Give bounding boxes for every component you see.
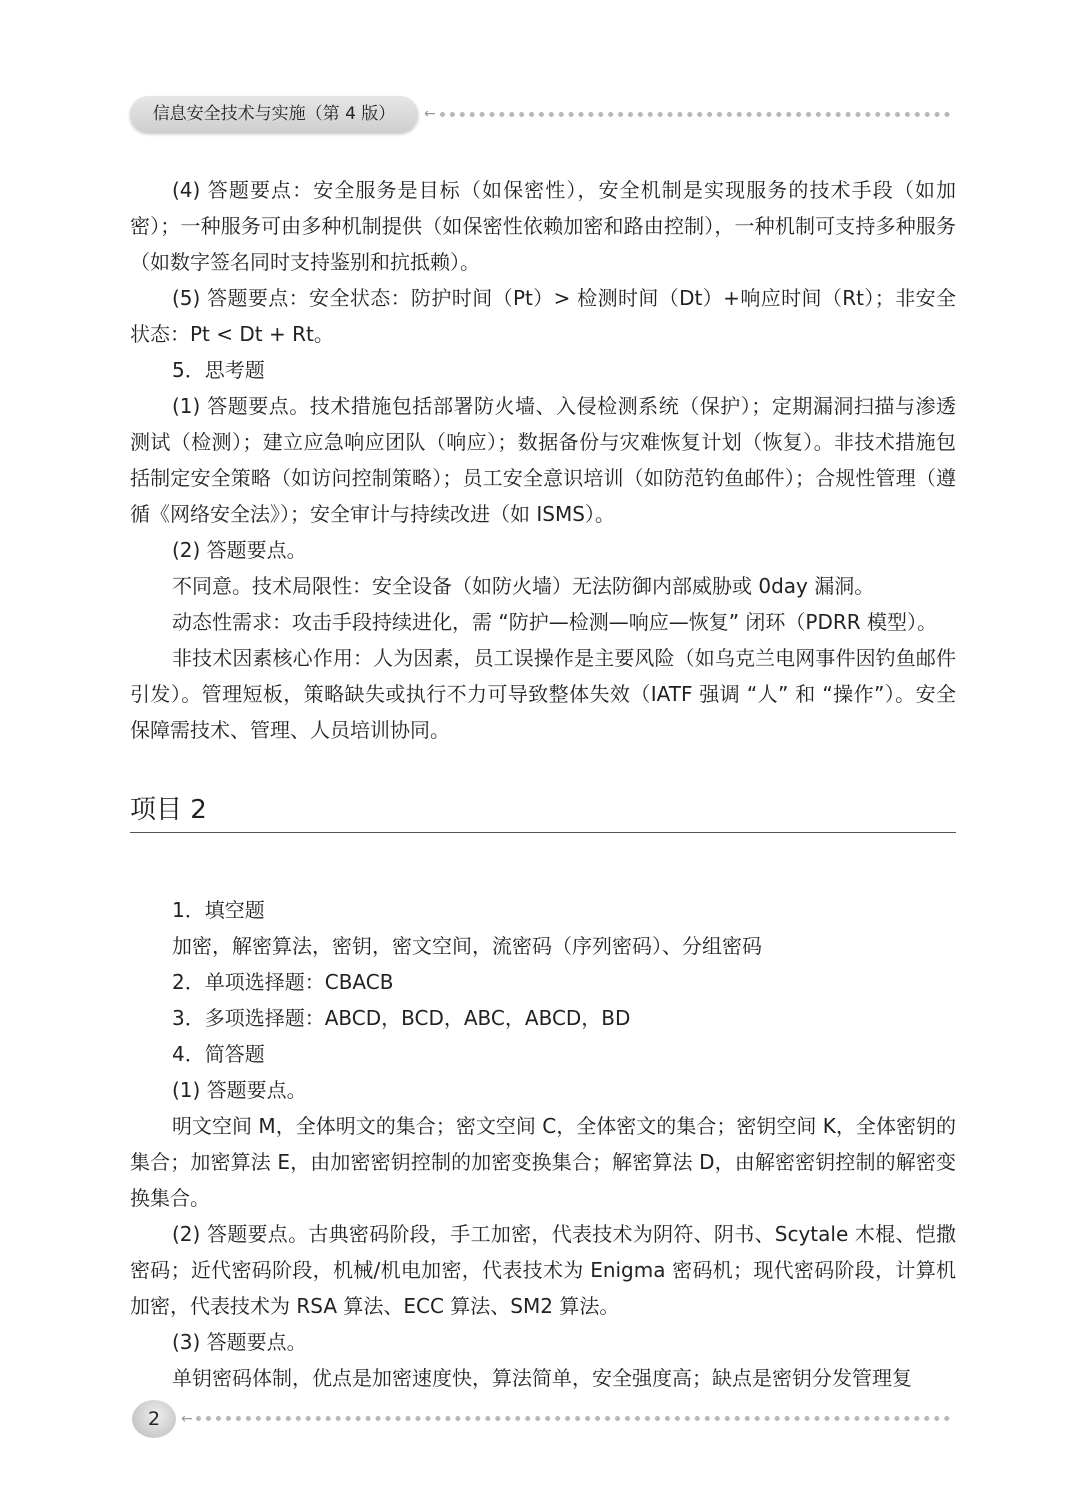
arrow-left-icon: ← (424, 106, 436, 122)
fill-blank-label: 1．填空题 (172, 898, 265, 922)
short-answer-2-paragraph: (2) 答题要点。古典密码阶段，手工加密，代表技术为阴符、阴书、Scytale 木棍、恺撒密码；近代密码阶段，机械/机电加密，代表技术为 Enigma 密码机；现代密码阶段，计算机加密，代表技术为 RSA 算法、ECC 算法、SM2 算法。 (130, 1222, 956, 1318)
page-body (130, 172, 956, 1396)
multiple-choice-answer: 3．多项选择题：ABCD，BCD，ABC，ABCD，BD (172, 1006, 631, 1030)
non-technical-paragraph: 非技术因素核心作用：人为因素，员工误操作是主要风险（如乌克兰电网事件因钓鱼邮件引发）。管理短板，策略缺失或执行不力可导致整体失效（IATF 强调 “人” 和 “操作”）。安全保障需技术、管理、人员培训协同。 (130, 646, 956, 742)
section-heading-block (130, 748, 956, 892)
page-number-badge: 2 (132, 1400, 176, 1438)
short-answer-3-paragraph: 单钥密码体制，优点是加密速度快，算法简单，安全强度高；缺点是密钥分发管理复 (172, 1366, 912, 1390)
dynamic-need-paragraph: 动态性需求：攻击手段持续进化，需 “防护—检测—响应—恢复” 闭环（PDRR 模型）。 (172, 610, 938, 634)
answer-4-paragraph: (4) 答题要点：安全服务是目标（如保密性），安全机制是实现服务的技术手段（如加密）；一种服务可由多种机制提供（如保密性依赖加密和路由控制），一种机制可支持多种服务（如数字签名同时支持鉴别和抗抵赖）。 (130, 178, 956, 274)
short-answer-3-label: (3) 答题要点。 (172, 1330, 307, 1354)
disagree-paragraph: 不同意。技术局限性：安全设备（如防火墙）无法防御内部威胁或 0day 漏洞。 (172, 574, 875, 598)
arrow-left-icon: ← (181, 1411, 193, 1427)
short-answer-label: 4．简答题 (172, 1042, 265, 1066)
short-answer-1-label: (1) 答题要点。 (172, 1078, 307, 1102)
footer-dotted-rule (196, 1416, 950, 1421)
heading-divider (130, 832, 956, 833)
single-choice-answer: 2．单项选择题：CBACB (172, 970, 394, 994)
thinking-answer-1-paragraph: (1) 答题要点。技术措施包括部署防火墙、入侵检测系统（保护）；定期漏洞扫描与渗透测试（检测）；建立应急响应团队（响应）；数据备份与灾难恢复计划（恢复）。非技术措施包括制定安全策略（如访问控制策略）；员工安全意识培训（如防范钓鱼邮件）；合规性管理（遵循《网络安全法》）；安全审计与持续改进（如 ISMS）。 (130, 394, 956, 526)
thinking-questions-label: 5．思考题 (172, 358, 265, 382)
fill-blank-answer: 加密，解密算法，密钥，密文空间，流密码（序列密码）、分组密码 (172, 934, 762, 958)
answer-5-paragraph: (5) 答题要点：安全状态：防护时间（Pt）> 检测时间（Dt）+响应时间（Rt）；非安全状态：Pt < Dt + Rt。 (130, 286, 956, 346)
section-heading: 项目 2 (130, 795, 207, 825)
thinking-answer-2-label: (2) 答题要点。 (172, 538, 307, 562)
short-answer-1-paragraph: 明文空间 M，全体明文的集合；密文空间 C，全体密文的集合；密钥空间 K，全体密钥的集合；加密算法 E，由加密密钥控制的加密变换集合；解密算法 D，由解密密钥控制的解密变换集合。 (130, 1114, 956, 1210)
header-dotted-rule (440, 112, 950, 117)
running-header-title: 信息安全技术与实施（第 4 版） (130, 96, 418, 132)
